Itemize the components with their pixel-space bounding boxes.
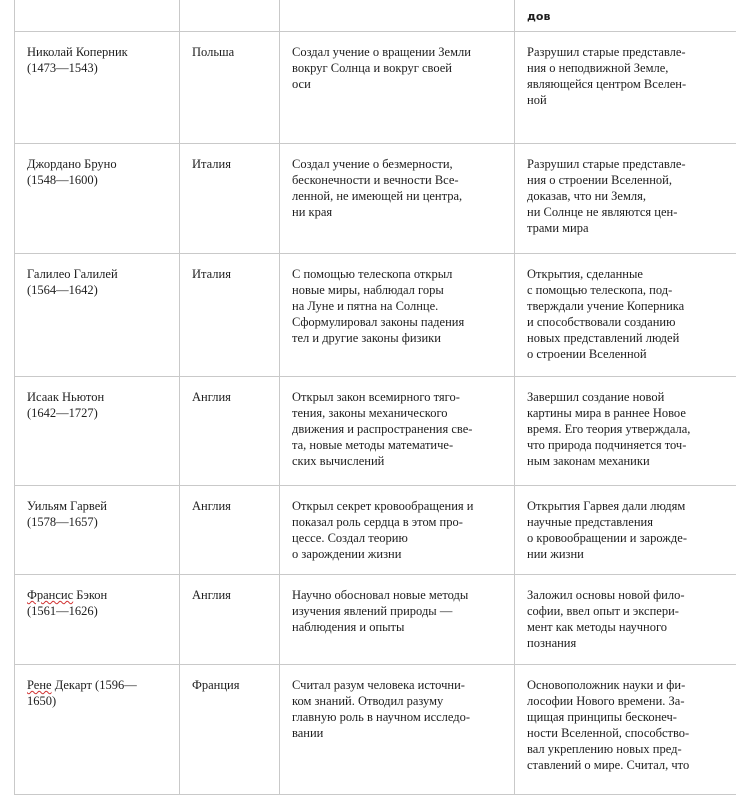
header-fragment: дов (527, 1, 728, 25)
header-cell-country (180, 0, 280, 32)
cell-name: Уильям Гарвей (1578—1657) (15, 486, 180, 575)
table-row (15, 32, 736, 144)
cell-name: Галилео Галилей (1564—1642) (15, 254, 180, 377)
cell-significance: Основоположник науки и фи- лософии Нового времени. За- щищая принципы бесконеч- ности Вселенной, способство- вал укреплению новых пред- ставлений о мире. Считал, что (515, 665, 736, 795)
table-row (15, 254, 736, 377)
table-row (15, 377, 736, 486)
cell-country: Англия (180, 486, 280, 575)
cell-country: Англия (180, 575, 280, 665)
scientists-table (14, 0, 736, 795)
cell-achievement: Создал учение о вращении Земли вокруг Солнца и вокруг своей оси (280, 32, 515, 144)
cell-achievement: Открыл секрет кровообращения и показал роль сердца в этом про- цессе. Создал теорию о зарождении жизни (280, 486, 515, 575)
header-cell-significance (515, 0, 736, 32)
table-row (15, 665, 736, 795)
header-cell-achievement (280, 0, 515, 32)
cell-achievement: С помощью телескопа открыл новые миры, наблюдал горы на Луне и пятна на Солнце. Сформулировал законы падения тел и другие законы физики (280, 254, 515, 377)
cell-achievement: Открыл закон всемирного тяго- тения, законы механического движения и распространения све- та, новые методы математиче- ских вычислений (280, 377, 515, 486)
cell-achievement: Создал учение о безмерности, бесконечности и вечности Все- ленной, не имеющей ни центра, ни края (280, 144, 515, 254)
table-row (15, 486, 736, 575)
cell-significance: Завершил создание новой картины мира в раннее Новое время. Его теория утверждала, что природа подчиняется точ- ным законам механики (515, 377, 736, 486)
cell-name: Джордано Бруно (1548—1600) (15, 144, 180, 254)
table-row (15, 575, 736, 665)
cell-achievement: Научно обосновал новые методы изучения явлений природы — наблюдения и опыты (280, 575, 515, 665)
cell-country: Польша (180, 32, 280, 144)
cell-name: Исаак Ньютон (1642—1727) (15, 377, 180, 486)
cell-country: Франция (180, 665, 280, 795)
cell-significance: Разрушил старые представле- ния о строении Вселенной, доказав, что ни Земля, ни Солнце не являются цен- трами мира (515, 144, 736, 254)
cell-name: Рене Декарт (1596— 1650) (15, 665, 180, 795)
cell-country: Англия (180, 377, 280, 486)
cell-achievement: Считал разум человека источни- ком знаний. Отводил разуму главную роль в научном исследо- вании (280, 665, 515, 795)
table-row (15, 144, 736, 254)
cell-name: Николай Коперник (1473—1543) (15, 32, 180, 144)
cell-significance: Открытия Гарвея дали людям научные представления о кровообращении и зарожде- нии жизни (515, 486, 736, 575)
cell-significance: Открытия, сделанные с помощью телескопа, под- тверждали учение Коперника и способствовали созданию новых представлений людей о строении Вселенной (515, 254, 736, 377)
cell-country: Италия (180, 144, 280, 254)
cell-significance: Разрушил старые представле- ния о неподвижной Земле, являющейся центром Вселен- ной (515, 32, 736, 144)
spellcheck-underlined-word: Рене (27, 678, 52, 692)
spellcheck-underlined-word: Франсис (27, 588, 73, 602)
cell-significance: Заложил основы новой фило- софии, ввел опыт и экспери- мент как методы научного познания (515, 575, 736, 665)
cell-name: Франсис Бэкон (1561—1626) (15, 575, 180, 665)
table-header-row (15, 0, 736, 32)
cell-country: Италия (180, 254, 280, 377)
header-cell-name (15, 0, 180, 32)
